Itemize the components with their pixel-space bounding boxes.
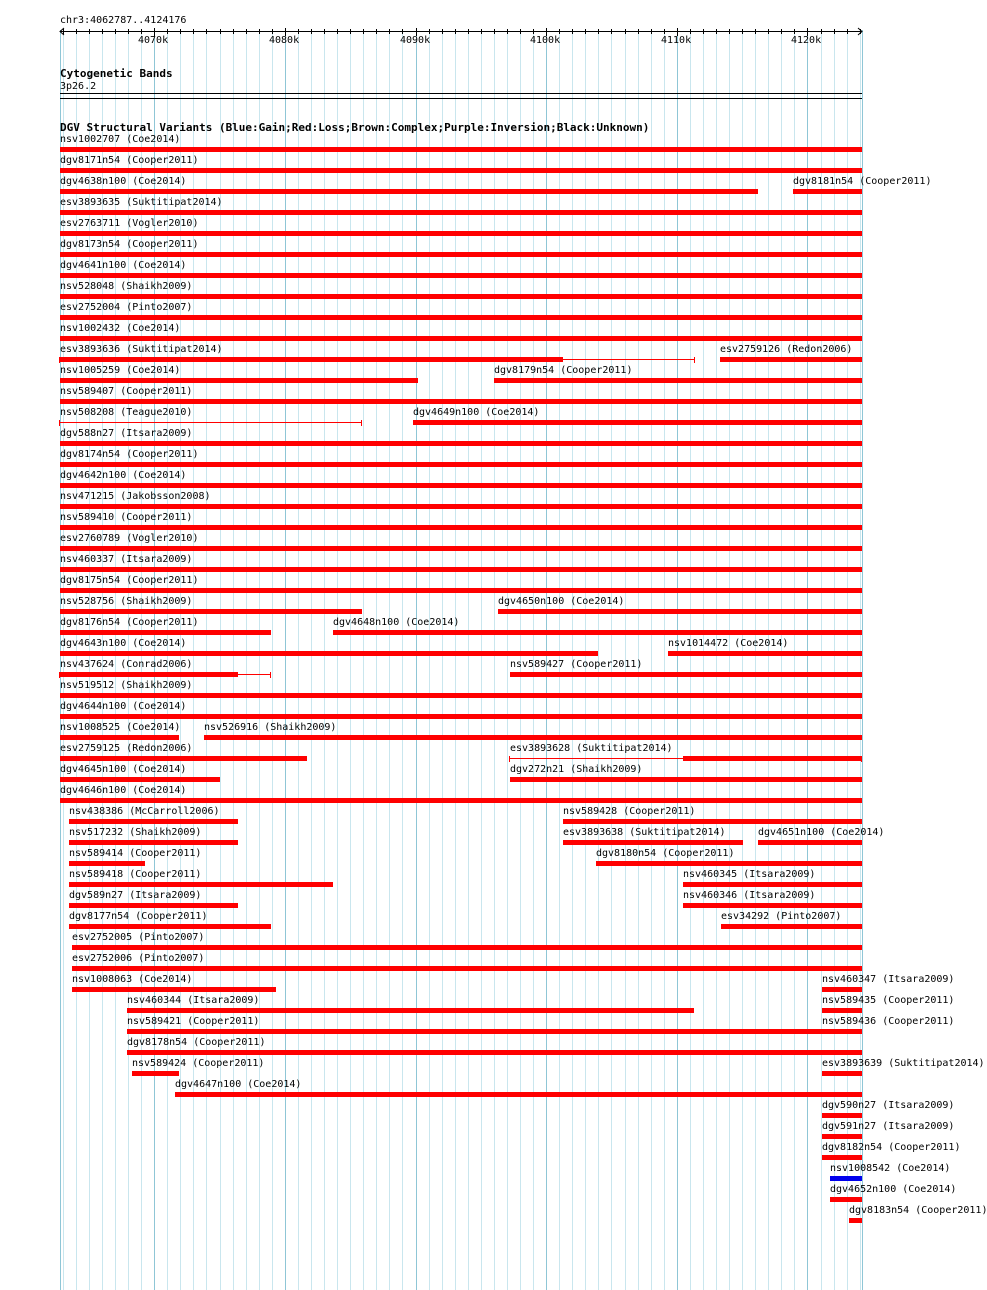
sv-label[interactable]: dgv4646n100 (Coe2014)	[60, 785, 187, 796]
sv-label[interactable]: dgv4644n100 (Coe2014)	[60, 701, 187, 712]
sv-bar[interactable]	[60, 693, 862, 698]
sv-label[interactable]: nsv589418 (Cooper2011)	[69, 869, 202, 880]
sv-label[interactable]: dgv4638n100 (Coe2014)	[60, 176, 187, 187]
sv-label[interactable]: esv2752006 (Pinto2007)	[72, 953, 205, 964]
sv-label[interactable]: esv3893635 (Suktitipat2014)	[60, 197, 223, 208]
sv-bar[interactable]	[60, 609, 362, 614]
sv-bar[interactable]	[60, 231, 862, 236]
sv-bar-cap	[270, 672, 271, 678]
sv-bar[interactable]	[60, 273, 862, 278]
ruler-tick-label: 4120k	[791, 35, 822, 46]
sv-bar[interactable]	[822, 1071, 862, 1076]
sv-label[interactable]: dgv8171n54 (Cooper2011)	[60, 155, 199, 166]
sv-bar[interactable]	[563, 840, 743, 845]
sv-bar[interactable]	[822, 987, 862, 992]
sv-bar[interactable]	[413, 420, 862, 425]
ruler-tick-label: 4070k	[138, 35, 169, 46]
sv-bar[interactable]	[60, 525, 862, 530]
sv-label[interactable]: dgv4650n100 (Coe2014)	[498, 596, 625, 607]
sv-bar[interactable]	[69, 861, 145, 866]
sv-bar-cap	[509, 756, 510, 762]
dgv-track-title: DGV Structural Variants (Blue:Gain;Red:Loss;Brown:Complex;Purple:Inversion;Black:Unknown)	[60, 121, 650, 134]
sv-bar[interactable]	[596, 861, 862, 866]
sv-label[interactable]: dgv8176n54 (Cooper2011)	[60, 617, 199, 628]
sv-label[interactable]: nsv437624 (Conrad2006)	[60, 659, 193, 670]
sv-label[interactable]: nsv1002707 (Coe2014)	[60, 134, 181, 145]
sv-label[interactable]: dgv588n27 (Itsara2009)	[60, 428, 193, 439]
sv-label[interactable]: dgv4648n100 (Coe2014)	[333, 617, 460, 628]
sv-bar[interactable]	[563, 819, 862, 824]
sv-label[interactable]: nsv519512 (Shaikh2009)	[60, 680, 193, 691]
sv-label[interactable]: nsv589435 (Cooper2011)	[822, 995, 955, 1006]
sv-bar[interactable]	[127, 1008, 694, 1013]
sv-bar[interactable]	[822, 1008, 862, 1013]
sv-bar[interactable]	[69, 840, 238, 845]
ruler-tick-label: 4110k	[661, 35, 692, 46]
sv-bar[interactable]	[683, 882, 862, 887]
sv-bar[interactable]	[72, 987, 276, 992]
sv-label[interactable]: nsv1014472 (Coe2014)	[668, 638, 789, 649]
sv-label[interactable]: nsv460344 (Itsara2009)	[127, 995, 260, 1006]
sv-bar[interactable]	[668, 651, 862, 656]
sv-label[interactable]: dgv4642n100 (Coe2014)	[60, 470, 187, 481]
sv-bar[interactable]	[60, 252, 862, 257]
sv-bar[interactable]	[683, 903, 862, 908]
sv-bar[interactable]	[60, 189, 758, 194]
sv-label[interactable]: nsv460347 (Itsara2009)	[822, 974, 955, 985]
sv-label[interactable]: nsv589436 (Cooper2011)	[822, 1016, 955, 1027]
sv-label[interactable]: dgv589n27 (Itsara2009)	[69, 890, 202, 901]
sv-bar[interactable]	[60, 756, 307, 761]
sv-label[interactable]: dgv8182n54 (Cooper2011)	[822, 1142, 961, 1153]
sv-bar[interactable]	[60, 651, 598, 656]
sv-bar[interactable]	[60, 630, 271, 635]
sv-label[interactable]: dgv8178n54 (Cooper2011)	[127, 1037, 266, 1048]
sv-label[interactable]: nsv589410 (Cooper2011)	[60, 512, 193, 523]
sv-bar[interactable]	[60, 294, 862, 299]
sv-label[interactable]: dgv8174n54 (Cooper2011)	[60, 449, 199, 460]
sv-bar[interactable]	[494, 378, 862, 383]
sv-label[interactable]: nsv589428 (Cooper2011)	[563, 806, 696, 817]
sv-bar[interactable]	[60, 504, 862, 509]
sv-bar[interactable]	[132, 1071, 179, 1076]
sv-bar[interactable]	[60, 462, 862, 467]
sv-label[interactable]: nsv460337 (Itsara2009)	[60, 554, 193, 565]
sv-bar[interactable]	[60, 147, 862, 152]
sv-label[interactable]: nsv471215 (Jakobsson2008)	[60, 491, 211, 502]
sv-bar[interactable]	[60, 315, 862, 320]
sv-label[interactable]: nsv589424 (Cooper2011)	[132, 1058, 265, 1069]
sv-label[interactable]: esv2760789 (Vogler2010)	[60, 533, 199, 544]
sv-label[interactable]: esv3893639 (Suktitipat2014)	[822, 1058, 985, 1069]
location-label: chr3:4062787..4124176	[60, 15, 187, 26]
sv-bar[interactable]	[830, 1197, 862, 1202]
sv-bar[interactable]	[60, 672, 238, 677]
sv-label[interactable]: dgv8175n54 (Cooper2011)	[60, 575, 199, 586]
sv-bar[interactable]	[60, 546, 862, 551]
sv-label[interactable]: dgv8177n54 (Cooper2011)	[69, 911, 208, 922]
sv-bar[interactable]	[822, 1029, 862, 1034]
sv-bar[interactable]	[720, 357, 862, 362]
sv-bar-cap	[694, 357, 695, 363]
sv-bar[interactable]	[849, 1218, 862, 1223]
sv-bar[interactable]	[60, 399, 862, 404]
sv-bar[interactable]	[69, 924, 271, 929]
sv-bar[interactable]	[60, 714, 862, 719]
sv-label[interactable]: dgv8181n54 (Cooper2011)	[793, 176, 932, 187]
sv-label[interactable]: dgv8183n54 (Cooper2011)	[849, 1205, 987, 1216]
sv-label[interactable]: dgv4641n100 (Coe2014)	[60, 260, 187, 271]
ruler-tick-label: 4080k	[269, 35, 300, 46]
sv-label[interactable]: nsv526916 (Shaikh2009)	[204, 722, 337, 733]
cytoband-label: 3p26.2	[60, 81, 97, 92]
sv-bar[interactable]	[721, 924, 862, 929]
sv-label[interactable]: nsv1008063 (Coe2014)	[72, 974, 193, 985]
sv-gain-bar[interactable]	[830, 1176, 862, 1181]
sv-bar[interactable]	[60, 210, 862, 215]
sv-label[interactable]: dgv4643n100 (Coe2014)	[60, 638, 187, 649]
sv-bar[interactable]	[333, 630, 862, 635]
sv-label[interactable]: dgv8179n54 (Cooper2011)	[494, 365, 633, 376]
sv-label[interactable]: nsv460346 (Itsara2009)	[683, 890, 816, 901]
sv-bar[interactable]	[758, 840, 862, 845]
sv-label[interactable]: dgv8180n54 (Cooper2011)	[596, 848, 735, 859]
sv-label[interactable]: dgv4647n100 (Coe2014)	[175, 1079, 302, 1090]
sv-bar[interactable]	[510, 777, 862, 782]
sv-bar[interactable]	[683, 756, 862, 761]
sv-label[interactable]: esv2763711 (Vogler2010)	[60, 218, 199, 229]
sv-label[interactable]: nsv1008542 (Coe2014)	[830, 1163, 951, 1174]
sv-label[interactable]: esv34292 (Pinto2007)	[721, 911, 842, 922]
sv-label[interactable]: nsv589421 (Cooper2011)	[127, 1016, 260, 1027]
sv-label[interactable]: nsv589414 (Cooper2011)	[69, 848, 202, 859]
sv-bar-cap	[59, 420, 60, 426]
sv-bar-thin[interactable]	[60, 422, 362, 423]
sv-bar[interactable]	[69, 882, 333, 887]
sv-bar[interactable]	[60, 378, 418, 383]
sv-bar[interactable]	[510, 672, 862, 677]
sv-bar[interactable]	[822, 1113, 862, 1118]
sv-label[interactable]: dgv4649n100 (Coe2014)	[413, 407, 540, 418]
sv-bar[interactable]	[60, 357, 563, 362]
sv-bar[interactable]	[793, 189, 862, 194]
sv-bar[interactable]	[60, 777, 220, 782]
sv-label[interactable]: nsv508208 (Teague2010)	[60, 407, 193, 418]
sv-bar[interactable]	[127, 1029, 862, 1034]
sv-bar[interactable]	[822, 1155, 862, 1160]
sv-label[interactable]: dgv591n27 (Itsara2009)	[822, 1121, 955, 1132]
sv-bar[interactable]	[60, 441, 862, 446]
sv-label[interactable]: nsv517232 (Shaikh2009)	[69, 827, 202, 838]
sv-label[interactable]: dgv590n27 (Itsara2009)	[822, 1100, 955, 1111]
sv-label[interactable]: nsv1008525 (Coe2014)	[60, 722, 181, 733]
sv-label[interactable]: esv2752004 (Pinto2007)	[60, 302, 193, 313]
sv-label[interactable]: nsv589427 (Cooper2011)	[510, 659, 643, 670]
sv-label[interactable]: nsv528756 (Shaikh2009)	[60, 596, 193, 607]
sv-bar[interactable]	[60, 336, 862, 341]
sv-bar[interactable]	[60, 798, 862, 803]
sv-label[interactable]: nsv589407 (Cooper2011)	[60, 386, 193, 397]
sv-label[interactable]: nsv1002432 (Coe2014)	[60, 323, 181, 334]
sv-bar[interactable]	[127, 1050, 862, 1055]
sv-bar[interactable]	[204, 735, 862, 740]
sv-label[interactable]: dgv4652n100 (Coe2014)	[830, 1184, 957, 1195]
cytoband-track-title: Cytogenetic Bands	[60, 67, 173, 80]
sv-bar[interactable]	[72, 966, 862, 971]
sv-label[interactable]: dgv4645n100 (Coe2014)	[60, 764, 187, 775]
sv-bar[interactable]	[69, 819, 238, 824]
sv-label[interactable]: nsv1005259 (Coe2014)	[60, 365, 181, 376]
sv-bar[interactable]	[69, 903, 238, 908]
sv-bar[interactable]	[60, 168, 862, 173]
sv-label[interactable]: nsv438386 (McCarroll2006)	[69, 806, 220, 817]
sv-bar[interactable]	[60, 483, 862, 488]
sv-label[interactable]: dgv8173n54 (Cooper2011)	[60, 239, 199, 250]
sv-bar[interactable]	[60, 735, 179, 740]
ruler-tick-label: 4100k	[530, 35, 561, 46]
sv-label[interactable]: esv2759126 (Redon2006)	[720, 344, 853, 355]
sv-label[interactable]: esv3893628 (Suktitipat2014)	[510, 743, 673, 754]
sv-label[interactable]: esv2752005 (Pinto2007)	[72, 932, 205, 943]
sv-label[interactable]: esv2759125 (Redon2006)	[60, 743, 193, 754]
sv-bar[interactable]	[60, 588, 862, 593]
ruler-tick-label: 4090k	[400, 35, 431, 46]
sv-label[interactable]: esv3893636 (Suktitipat2014)	[60, 344, 223, 355]
sv-bar[interactable]	[60, 567, 862, 572]
sv-label[interactable]: nsv528048 (Shaikh2009)	[60, 281, 193, 292]
sv-bar-cap	[361, 420, 362, 426]
sv-bar[interactable]	[822, 1134, 862, 1139]
sv-bar[interactable]	[175, 1092, 862, 1097]
sv-label[interactable]: esv3893638 (Suktitipat2014)	[563, 827, 726, 838]
sv-label[interactable]: dgv4651n100 (Coe2014)	[758, 827, 885, 838]
sv-bar[interactable]	[498, 609, 862, 614]
sv-label[interactable]: dgv272n21 (Shaikh2009)	[510, 764, 643, 775]
sv-bar[interactable]	[72, 945, 862, 950]
sv-label[interactable]: nsv460345 (Itsara2009)	[683, 869, 816, 880]
